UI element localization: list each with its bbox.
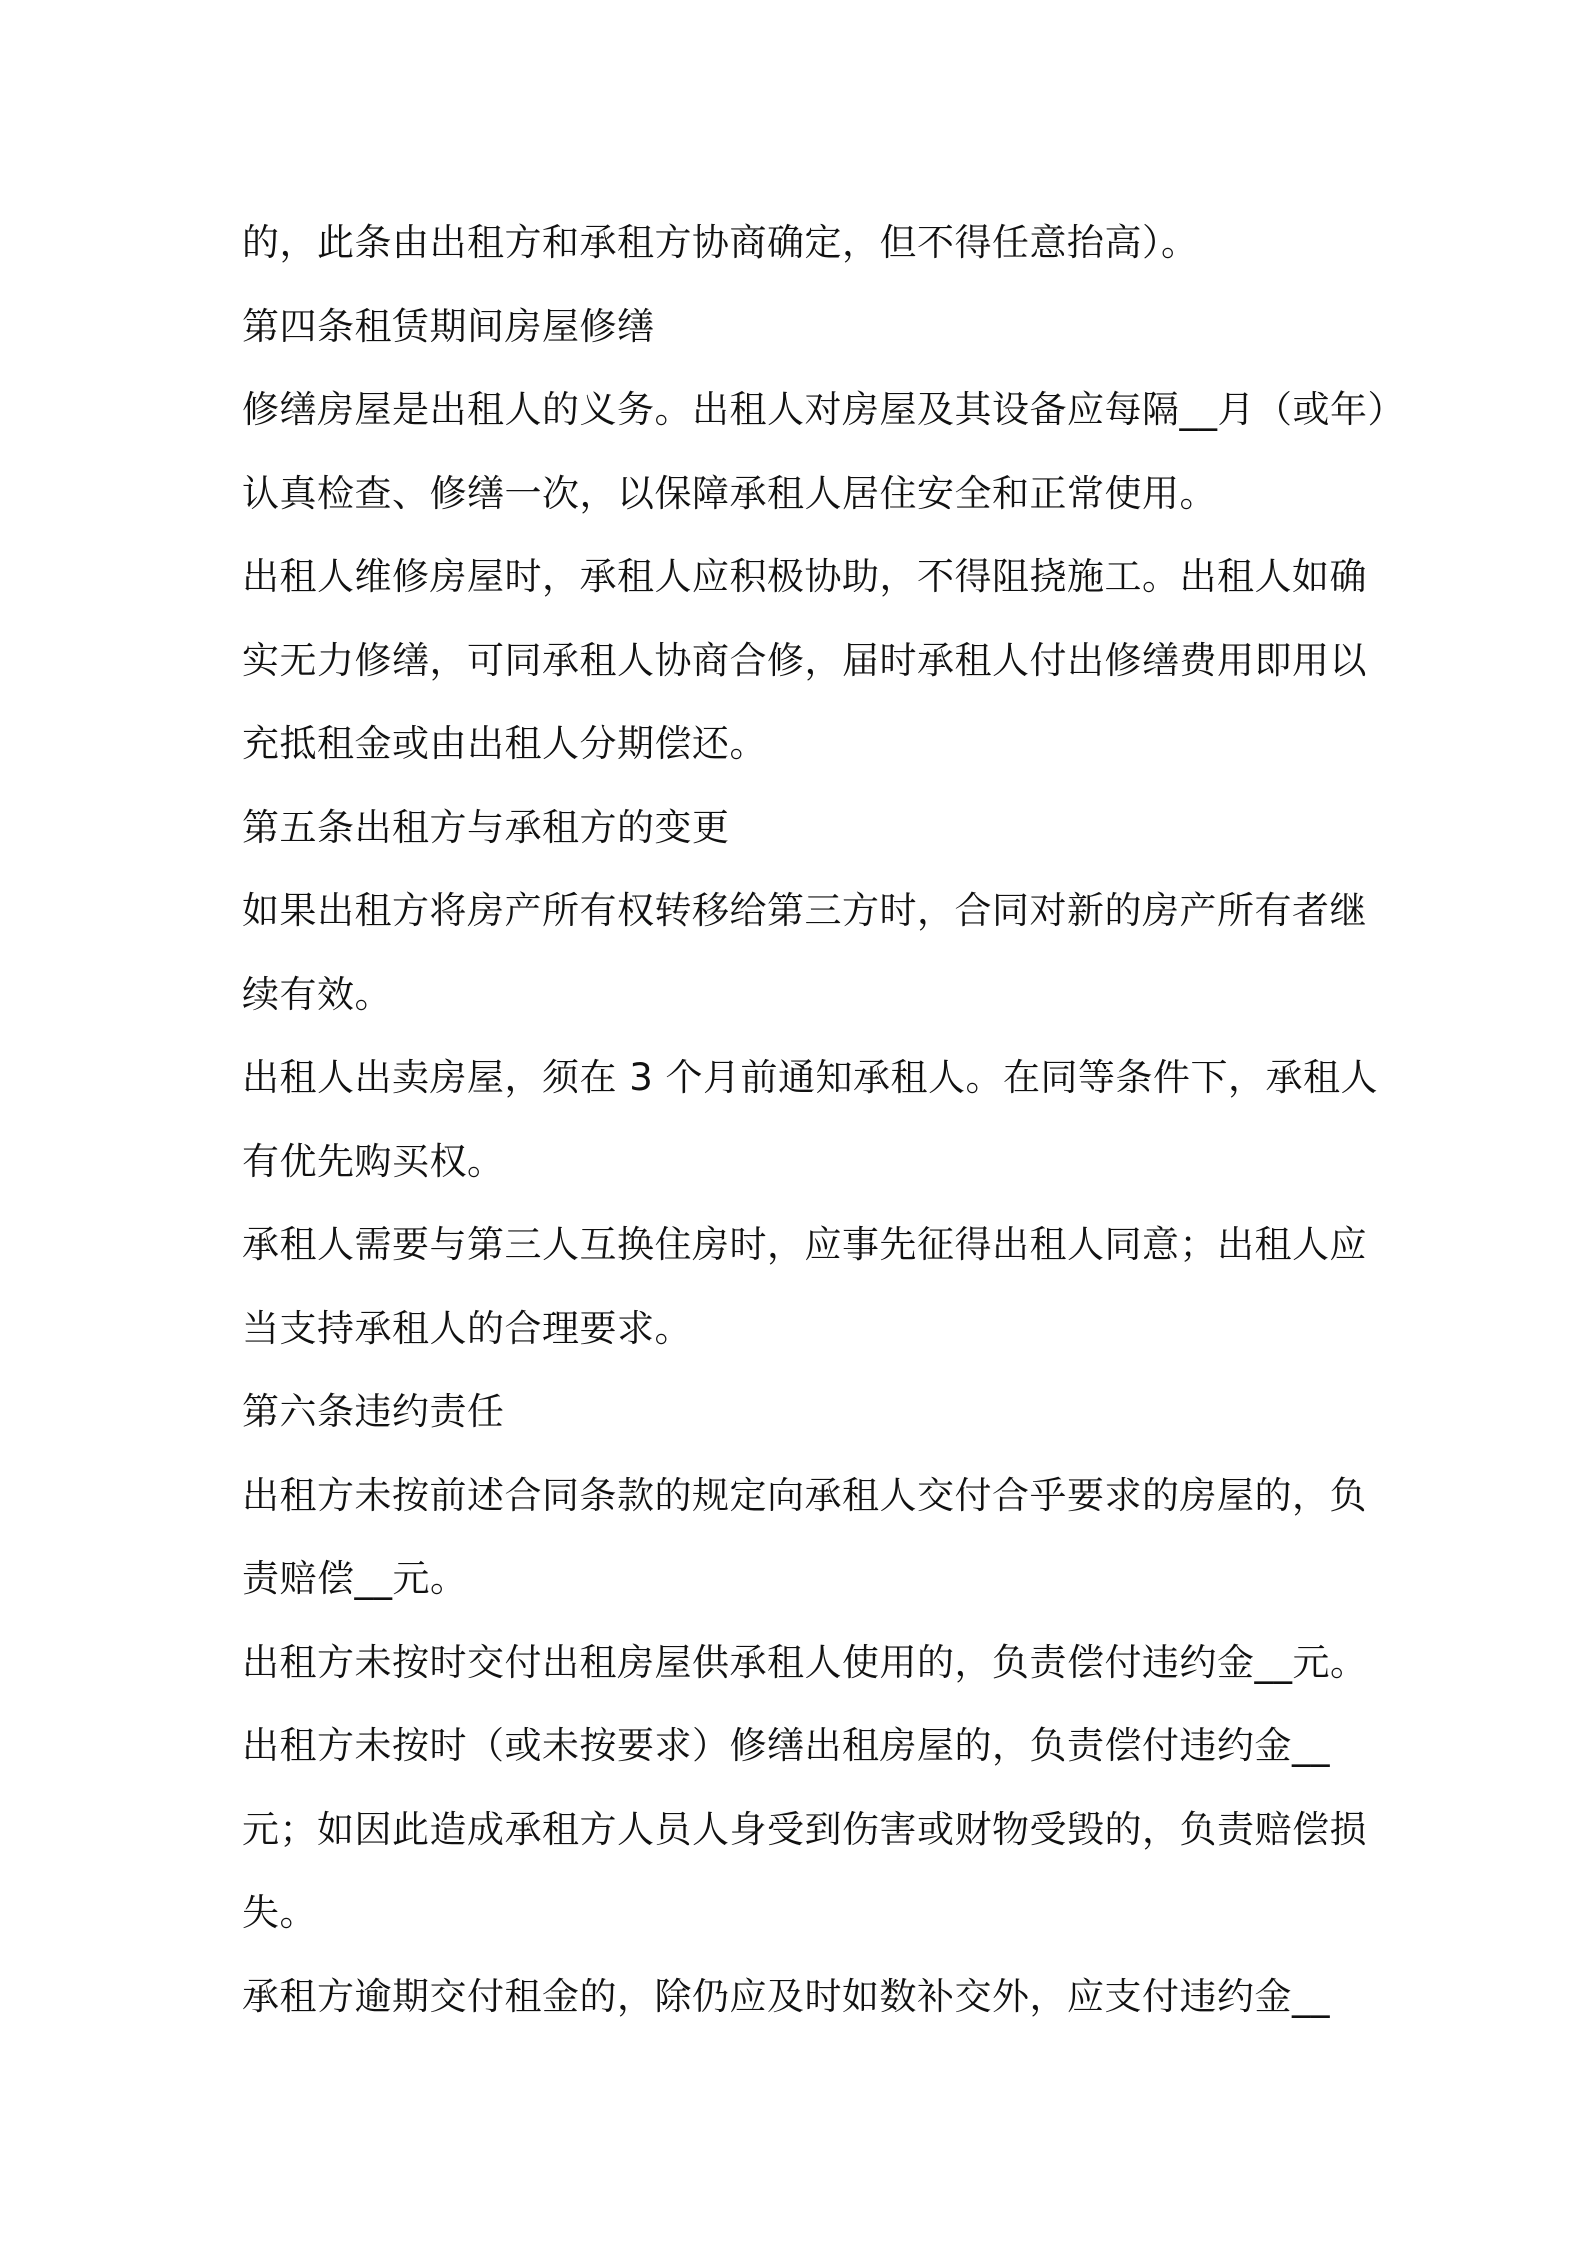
text-line: 的，此条由出租方和承租方协商确定，但不得任意抬高）。 — [242, 221, 1199, 264]
text-line: 当支持承租人的合理要求。 — [242, 1306, 692, 1350]
text-line: 实无力修缮，可同承租人协商合修，届时承租人付出修缮费用即用以 — [242, 638, 1367, 682]
contract-text — [242, 201, 1405, 2038]
text-line: 充抵租金或由出租人分期偿还。 — [242, 722, 767, 765]
text-line: 有优先购买权。 — [242, 1139, 505, 1183]
text-line: 失。 — [242, 1891, 317, 1934]
text-line: 元；如因此造成承租方人员人身受到伤害或财物受毁的，负责赔偿损 — [242, 1807, 1367, 1851]
text-line: 承租方逾期交付租金的，除仍应及时如数补交外，应支付违约金__ — [242, 1974, 1330, 2018]
text-line: 责赔偿__元。 — [242, 1557, 468, 1600]
text-line: 出租人出卖房屋，须在 3 个月前通知承租人。在同等条件下，承租人 — [242, 1056, 1379, 1099]
section-heading: 第五条出租方与承租方的变更 — [242, 805, 730, 849]
text-line: 出租方未按时（或未按要求）修缮出租房屋的，负责偿付违约金__ — [242, 1724, 1330, 1767]
text-line: 出租人维修房屋时，承租人应积极协助，不得阻挠施工。出租人如确 — [242, 555, 1367, 598]
text-line: 修缮房屋是出租人的义务。出租人对房屋及其设备应每隔__月（或年） — [242, 388, 1405, 431]
section-heading: 第六条违约责任 — [242, 1390, 505, 1433]
text-line: 承租人需要与第三人互换住房时，应事先征得出租人同意；出租人应 — [242, 1223, 1367, 1266]
text-line: 如果出租方将房产所有权转移给第三方时，合同对新的房产所有者继 — [242, 889, 1367, 932]
text-line: 认真检查、修缮一次，以保障承租人居住安全和正常使用。 — [242, 471, 1217, 515]
text-line: 出租方未按时交付出租房屋供承租人使用的，负责偿付违约金__元。 — [242, 1640, 1368, 1684]
text-line: 续有效。 — [242, 972, 392, 1016]
section-heading: 第四条租赁期间房屋修缮 — [242, 304, 655, 348]
text-line: 出租方未按前述合同条款的规定向承租人交付合乎要求的房屋的，负 — [242, 1473, 1367, 1517]
